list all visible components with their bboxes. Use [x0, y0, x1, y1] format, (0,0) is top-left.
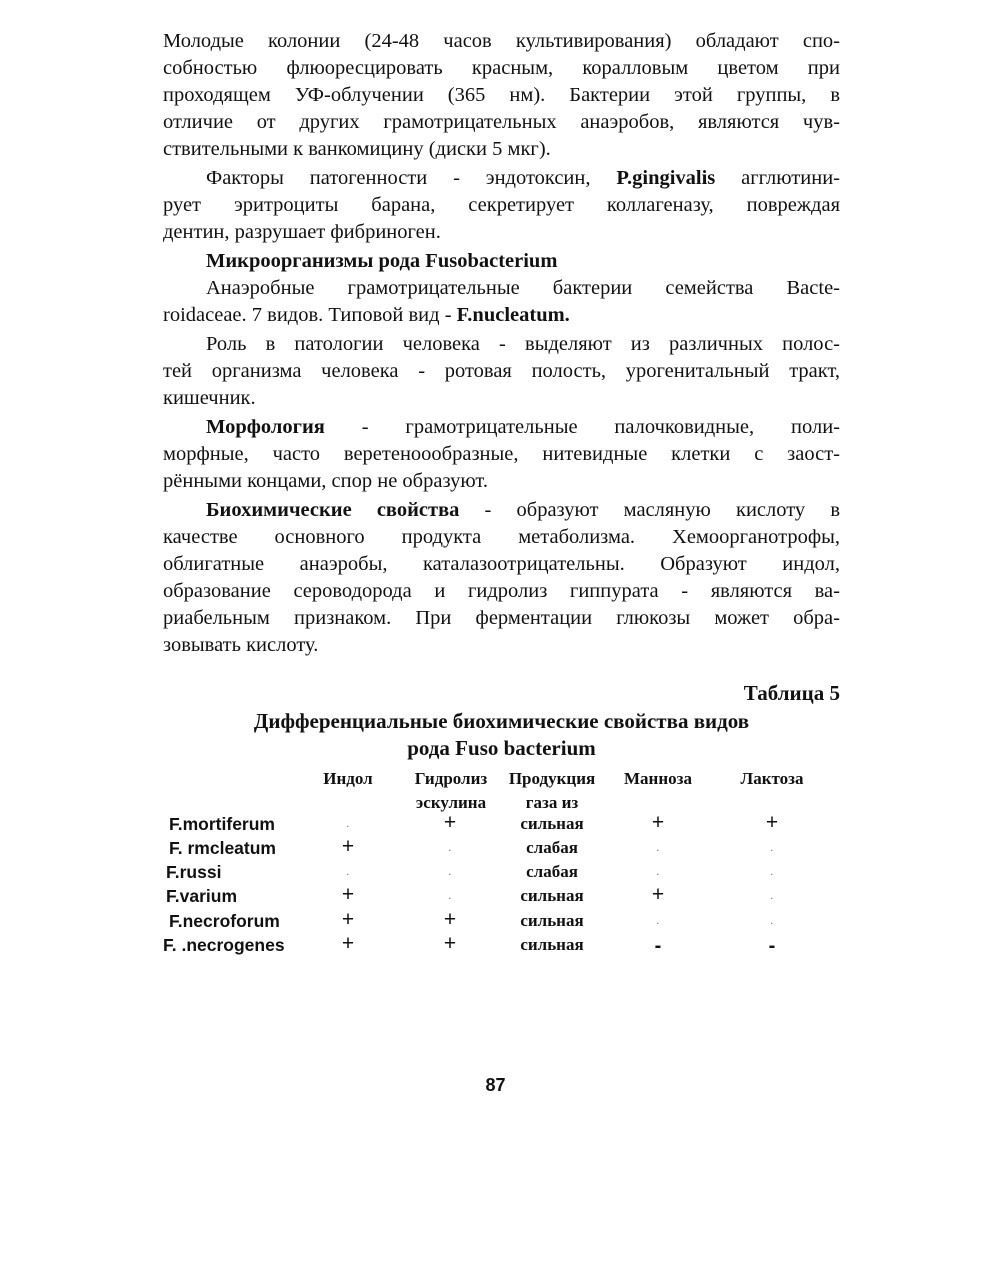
text-line: качестве основного продукта метаболизма. Хемоорганотрофы, [163, 526, 840, 548]
cell-mannose: + [651, 811, 665, 834]
paragraph-morphology [163, 414, 840, 495]
text-line: собностью флюоресцировать красным, коралловым цветом при [163, 57, 840, 79]
column-header-indol [306, 767, 390, 791]
paragraph-description [163, 275, 840, 329]
table-row [163, 908, 840, 935]
text-run: - грамотрицательные палочковидные, поли- [324, 416, 840, 438]
table-row [163, 932, 840, 959]
species-name: F.mortiferum [169, 814, 275, 834]
column-header-esculin [402, 767, 500, 815]
column-header-text: Лактоза [740, 769, 804, 788]
column-header-text: эскулина [415, 793, 487, 812]
species-name: F.varium [166, 886, 237, 906]
text-line: отличие от других грамотрицательных анаэробов, являются чув- [163, 111, 840, 133]
cell-mannose: · [656, 870, 660, 879]
cell-esculin: + [443, 932, 457, 955]
cell-esculin: · [448, 870, 452, 879]
paragraph-pathogenicity [163, 165, 840, 246]
text-line: риабельным признаком. При ферментации глюкозы может обра- [163, 607, 840, 629]
text-line [163, 165, 840, 192]
cell-esculin: + [443, 908, 457, 931]
cell-mannose: · [656, 919, 660, 928]
cell-gas: сильная [520, 886, 584, 905]
column-header-gas [500, 767, 604, 815]
cell-esculin: · [448, 894, 452, 903]
cell-gas: сильная [520, 911, 584, 930]
page-number: 87 [485, 1075, 506, 1095]
text-run: - образуют масляную кислоту в [459, 499, 840, 521]
text-line [163, 302, 840, 329]
cell-lactose: · [770, 870, 774, 879]
table-title [163, 708, 840, 762]
species-name: F. rmcleatum [169, 838, 276, 858]
cell-lactose: + [765, 811, 779, 834]
text-line: кишечник. [163, 387, 256, 409]
table-row [163, 835, 840, 862]
table-title-line: Дифференциальные биохимические свойства видов [253, 709, 750, 733]
cell-mannose: - [654, 935, 662, 957]
cell-gas: сильная [520, 935, 584, 954]
column-header-text: Гидролиз [414, 769, 488, 788]
cell-indol: · [346, 822, 350, 831]
table-row [163, 883, 840, 910]
table-number: Таблица 5 [743, 681, 840, 705]
bold-term: Биохимические свойства [206, 499, 460, 521]
cell-indol: + [341, 835, 355, 858]
text-line: рует эритроциты барана, секретирует коллагеназу, повреждая [163, 194, 840, 216]
cell-esculin: + [443, 811, 457, 834]
paragraph-colonies [163, 28, 840, 163]
cell-esculin: · [448, 846, 452, 855]
cell-gas: слабая [526, 862, 578, 881]
cell-lactose: - [768, 935, 776, 957]
cell-mannose: + [651, 883, 665, 906]
column-header-lactose [728, 767, 816, 791]
text-line: Роль в патологии человека - выделяют из различных полос- [206, 333, 840, 355]
column-header-text: газа из [525, 793, 579, 812]
column-header-mannose [612, 767, 704, 791]
species-name: F. .necrogenes [163, 935, 285, 955]
cell-indol: · [346, 870, 350, 879]
text-line: зовывать кислоту. [163, 634, 319, 656]
text-line: образование сероводорода и гидролиз гиппурата - являются ва- [163, 580, 840, 602]
text-line: облигатные анаэробы, каталазоотрицательны. Образуют индол, [163, 553, 840, 575]
text-line: тей организма человека - ротовая полость, урогенитальный тракт, [163, 360, 840, 382]
text-line: Анаэробные грамотрицательные бактерии семейства Bacte- [206, 277, 840, 299]
section-heading-text: Микроорганизмы рода Fusobacterium [206, 250, 558, 272]
column-header-text: Продукция [508, 769, 596, 788]
bold-term: Морфология [206, 416, 325, 438]
text-line: морфные, часто веретеноообразные, нитевидные клетки с заост- [163, 443, 840, 465]
table-row [163, 811, 840, 838]
text-line: проходящем УФ-облучении (365 нм). Бактерии этой группы, в [163, 84, 840, 106]
text-line: рёнными концами, спор не образуют. [163, 470, 488, 492]
column-header-text: Манноза [624, 769, 692, 788]
cell-indol: + [341, 883, 355, 906]
text-line: ствительными к ванкомицину (диски 5 мкг). [163, 138, 551, 160]
cell-lactose: · [770, 919, 774, 928]
text-line: Молодые колонии (24-48 часов культивирования) обладают спо- [163, 30, 840, 52]
body-text [163, 28, 840, 661]
text-run: roidaceae. 7 видов. Типовой вид - [163, 304, 457, 326]
table-title-line: рода Fuso bacterium [407, 736, 596, 760]
cell-indol: + [341, 908, 355, 931]
cell-mannose: · [656, 846, 660, 855]
cell-gas: сильная [520, 814, 584, 833]
cell-indol: + [341, 932, 355, 955]
table-row [163, 862, 840, 886]
cell-gas: слабая [526, 838, 578, 857]
cell-lactose: · [770, 846, 774, 855]
paragraph-biochemistry [163, 497, 840, 659]
section-heading [163, 248, 840, 275]
cell-lactose: · [770, 894, 774, 903]
text-run: Факторы патогенности - эндотоксин, [206, 167, 617, 189]
text-line: дентин, разрушает фибриноген. [163, 221, 441, 243]
paragraph-pathology [163, 331, 840, 412]
species-name: F.necroforum [169, 911, 280, 931]
species-name: F.russi [166, 862, 222, 882]
bold-term: F.nucleatum. [456, 304, 570, 326]
column-header-text: Индол [323, 769, 373, 788]
text-run: агглютини- [715, 167, 840, 189]
bold-term: P.gingivalis [616, 167, 716, 189]
text-line [163, 414, 840, 441]
text-line [163, 497, 840, 524]
